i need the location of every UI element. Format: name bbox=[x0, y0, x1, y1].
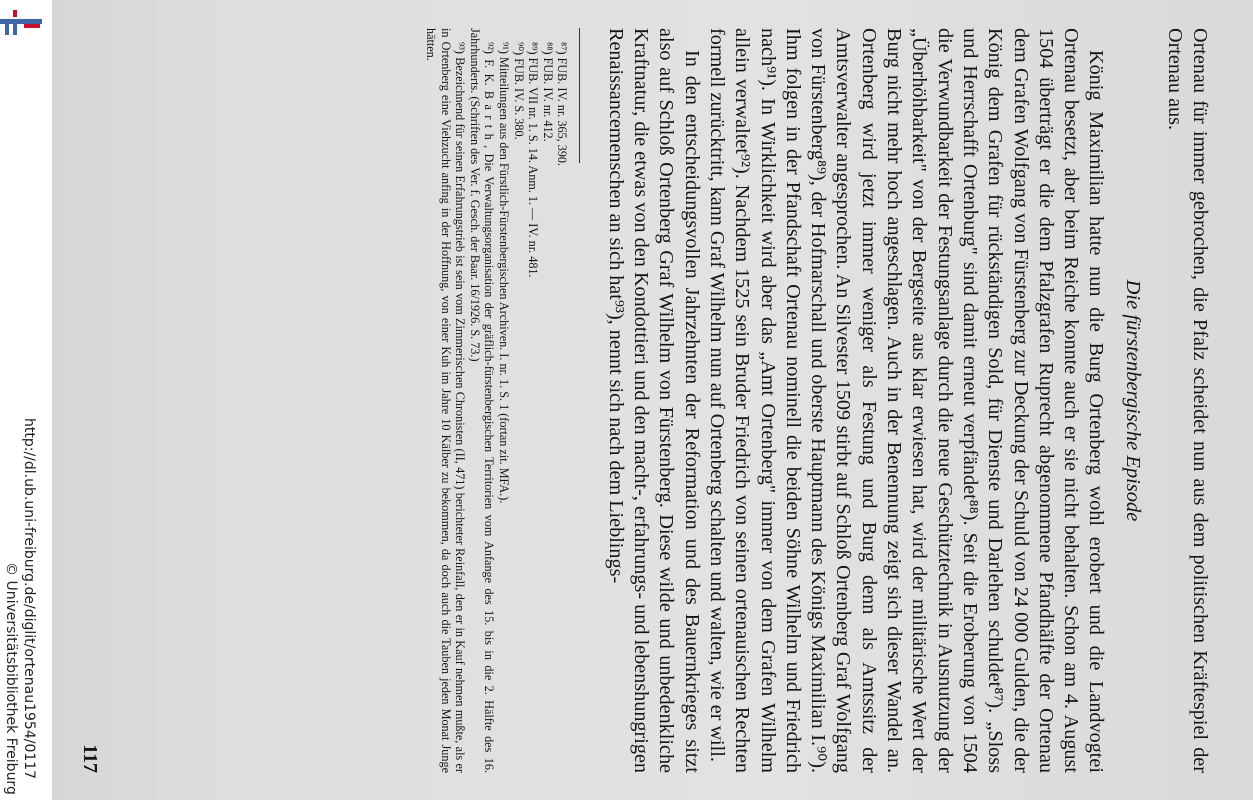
copyright-notice: © Universitätsbibliothek Freiburg bbox=[3, 562, 19, 795]
footnote-87: ⁸⁷) FUB. IV. nr. 365, 390. bbox=[555, 42, 570, 167]
logo-stem-mid bbox=[13, 24, 17, 35]
footnotes bbox=[424, 28, 570, 773]
page-content bbox=[72, 28, 1212, 773]
footnote-91: ⁹¹) Mitteilungen aus den Fürstlich-Fürstenbergischen Archiven. I. nr. 1. S. 1 (fortan zit. MFA.). bbox=[497, 42, 512, 504]
section-heading: Die fürstenbergische Episode bbox=[1122, 279, 1145, 522]
paragraph-2: In den entscheidungsvollen Jahrzehnten der Reformation und des Bauernkrieges sitzt also auf Schloß Ortenberg Graf Wilhelm von Fürstenberg. Diese wilde und unbedenkliche Kraftnatur, die etwas von den Kondottieri und den macht-, erfahrungs- und lebenshungrigen Renaissancemenschen an sich hat⁹³), nennt sich nach dem Lieblings- bbox=[604, 28, 703, 773]
logo-stem-left bbox=[5, 24, 9, 35]
footnote-90: ⁹⁰) FUB. IV. S. 380. bbox=[511, 42, 526, 140]
logo-blue-bar bbox=[0, 19, 42, 24]
scanned-page bbox=[52, 0, 1253, 800]
footnote-89: ⁸⁹) FUB. VII nr. 1. S. 14. Anm. 1. — IV. nr. 481. bbox=[526, 42, 541, 278]
footnote-divider bbox=[579, 28, 580, 163]
body-text bbox=[602, 28, 1212, 773]
footnote-88: ⁸⁸) FUB. IV. nr. 412. bbox=[540, 42, 555, 142]
university-logo-icon bbox=[0, 8, 44, 52]
footnote-92: ⁹²) F. K. B a r t h , Die Verwaltungsorganisation der gräflich-fürstenbergischen Territorien vom Anfange des 15. bis in die 2. Hälfte des 16. Jahrhunderts. (Schriften des Ver. f. Gesch. der Baar. 16/1926. S. 73.) bbox=[467, 28, 497, 773]
logo-red-bar-bottom bbox=[24, 24, 40, 28]
paragraph-1: König Maximilian hatte nun die Burg Ortenberg wohl erobert und die Landvogtei Ortenau besetzt, aber beim Reiche konnte auch er sie nicht behalten. Schon am 4. August 1504 überträgt er die dem Pfalzgrafen Ruprecht abgenommene Pfandhälfte der Ortenau dem Grafen Wolfgang von Fürstenberg zur Deckung der Schuld von 24 000 Gulden, die der König dem Grafen für rückständigen Sold, für Dienste und Darlehen schuldet⁸⁷). „Sloss und Herrschafft Ortenburg" sind damit erneut verpfändet⁸⁸). Seit die Eroberung von 1504 die Verwundbarkeit der Festungsanlage durch die neue Geschütztechnik in Ausnutzung der „Überhöhbarkeit" von der Bergseite aus klar erwiesen hat, wird der militärische Wert der Burg nicht mehr hoch angeschlagen. Auch in der Benennung zeigt sich dieser Wandel an. Ortenberg wird jetzt immer weniger als Festung und Burg denn als Amtssitz der Amtsverwalter angesprochen. An Silvester 1509 stirbt auf Schloß Ortenberg Graf Wolfgang von Fürstenberg⁸⁹), der Hofmarschall und oberste Hauptmann des Königs Maximilian I.⁹⁰). Ihm folgen in der Pfandschaft Ortenau nominell die beiden Söhne Wilhelm und Friedrich nach⁹¹). In Wirklichkeit wird aber das „Amt Ortenberg" immer von dem Grafen Wilhelm allein verwaltet⁹²). Nachdem 1525 sein Bruder Friedrich von seinen ortenauischen Rechten formell zurücktritt, kann Graf Wilhelm nun auf Ortenberg schalten und walten, wie er will. bbox=[705, 28, 1108, 773]
footnote-93: ⁹³) Bezeichnend für seinen Erfahrungstrieb ist sein vom Zimmerischen Chronisten (II, 471) berichteter Reinfall, den er in Kauf nehmen mußte, als er in Ortenberg eine Viehzucht anfing in der Hoffnung, von einer Kuh im Jahre 10 Kälber zu bekommen, da doch auch die Tauben jeden Monat Junge hätten. bbox=[424, 28, 468, 773]
page-number: 117 bbox=[79, 744, 101, 773]
logo-red-bar-top bbox=[13, 10, 17, 17]
viewer-sidebar bbox=[0, 0, 52, 800]
intro-paragraph: Ortenau für immer gebrochen, die Pfalz scheidet nun aus dem politischen Kräftespiel der Ortenau aus. bbox=[1163, 28, 1211, 773]
source-url[interactable]: http://dl.ub.uni-freiburg.de/diglit/ortenau1954/0117 bbox=[21, 418, 37, 780]
